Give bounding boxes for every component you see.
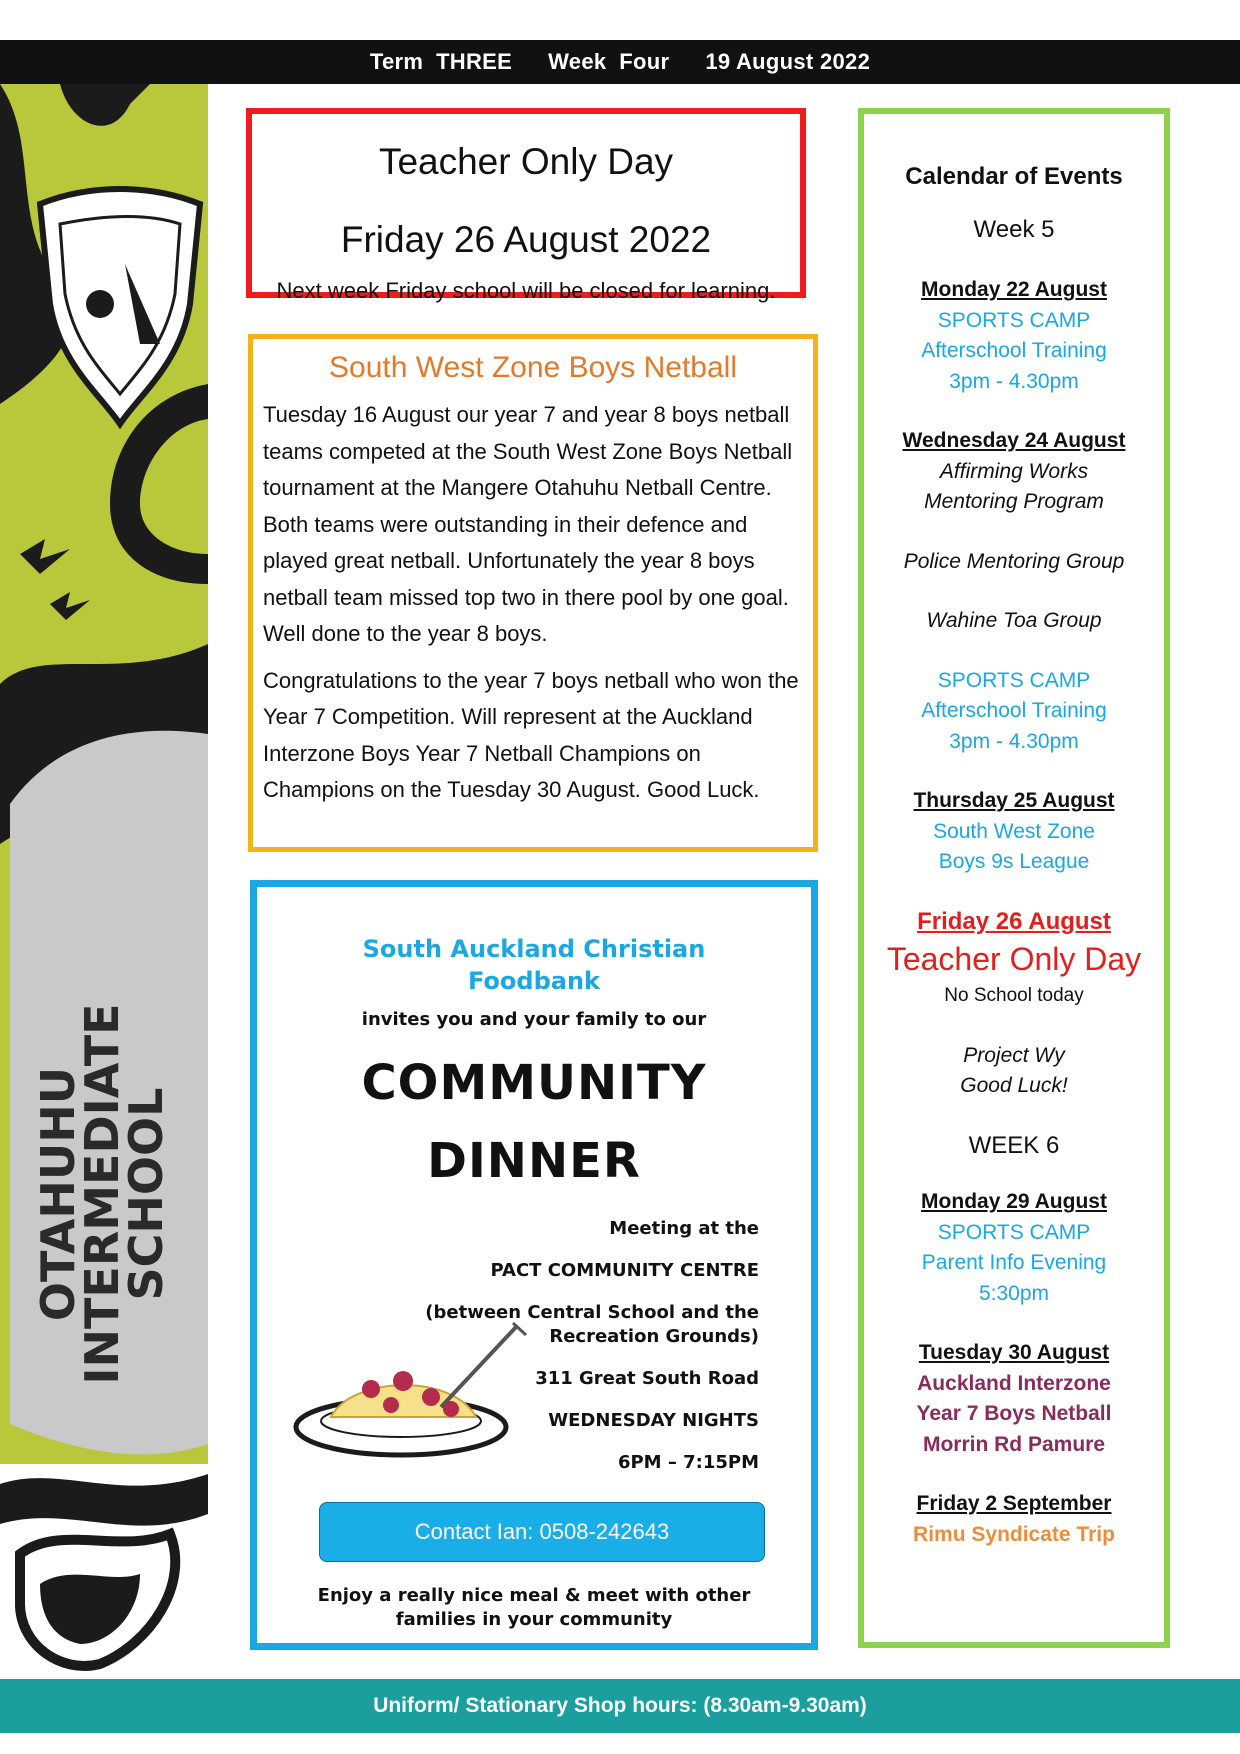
foodbank-invite: invites you and your family to our bbox=[361, 1009, 707, 1030]
calendar-teacher-only-day: Teacher Only Day bbox=[886, 941, 1142, 977]
calendar-event: Morrin Rd Pamure bbox=[922, 1432, 1106, 1456]
calendar-event: Good Luck! bbox=[960, 1074, 1068, 1097]
calendar-event: Parent Info Evening bbox=[921, 1251, 1107, 1274]
school-name-line2: INTERMEDIATE bbox=[75, 1003, 129, 1385]
foodbank-location-line1: (between Central School and the bbox=[425, 1302, 759, 1323]
foodbank-venue: PACT COMMUNITY CENTRE bbox=[490, 1260, 759, 1281]
header-week: Week Four bbox=[548, 49, 670, 74]
footer-bar bbox=[0, 1679, 1240, 1733]
netball-article bbox=[248, 334, 818, 852]
calendar-event: 5:30pm bbox=[978, 1281, 1050, 1305]
foodbank-big-line2: DINNER bbox=[427, 1133, 641, 1189]
netball-title: South West Zone Boys Netball bbox=[329, 351, 737, 384]
calendar-event: Wahine Toa Group bbox=[926, 609, 1102, 632]
school-name-line3: SCHOOL bbox=[119, 1087, 173, 1301]
foodbank-location-line2: Recreation Grounds) bbox=[549, 1326, 759, 1347]
calendar-day-wed24: Wednesday 24 August bbox=[902, 429, 1126, 452]
calendar-week-6: WEEK 6 bbox=[968, 1131, 1060, 1159]
calendar-week-5: Week 5 bbox=[973, 215, 1055, 243]
foodbank-org-line1: South Auckland Christian bbox=[362, 935, 706, 963]
calendar-day-thu25: Thursday 25 August bbox=[913, 789, 1115, 812]
calendar-event: Project Wy bbox=[963, 1043, 1065, 1067]
calendar-event: 3pm - 4.30pm bbox=[949, 729, 1079, 753]
school-logo-icon bbox=[0, 84, 208, 1679]
calendar-event: 3pm - 4.30pm bbox=[949, 369, 1079, 393]
header-date: 19 August 2022 bbox=[705, 49, 871, 74]
calendar-day-mon22: Monday 22 August bbox=[921, 278, 1107, 301]
foodbank-meeting: Meeting at the bbox=[609, 1218, 759, 1239]
calendar-event: No School today bbox=[944, 985, 1084, 1006]
calendar-event: Afterschool Training bbox=[921, 339, 1107, 362]
calendar-day-fri2: Friday 2 September bbox=[916, 1492, 1112, 1515]
teacher-only-day-title: Teacher Only Day bbox=[378, 141, 674, 182]
teacher-only-day-date: Friday 26 August 2022 bbox=[340, 219, 712, 260]
school-logo-banner bbox=[0, 84, 208, 1679]
calendar-of-events bbox=[858, 108, 1170, 1648]
header-bar bbox=[0, 40, 1240, 84]
school-name-line1: OTAHUHU bbox=[31, 1066, 85, 1322]
calendar-event: Boys 9s League bbox=[938, 850, 1090, 873]
foodbank-contact: Contact Ian: 0508-242643 bbox=[319, 1502, 765, 1562]
footer-text: Uniform/ Stationary Shop hours: (8.30am-9.30am) bbox=[373, 1694, 867, 1717]
header-term: Term THREE bbox=[369, 49, 513, 74]
netball-paragraph-2: Congratulations to the year 7 boys netball who won the Year 7 Competition. Will represent at the Auckland Interzone Boys Year 7 Netball Champions on Champions on the Tuesday 30 August. Good Luck. bbox=[263, 667, 799, 802]
foodbank-time: 6PM – 7:15PM bbox=[617, 1452, 759, 1473]
foodbank-flyer bbox=[250, 880, 818, 1650]
calendar-event: Auckland Interzone bbox=[917, 1371, 1111, 1395]
calendar-day-mon29: Monday 29 August bbox=[921, 1190, 1107, 1213]
foodbank-footer bbox=[257, 1584, 811, 1632]
calendar-event: SPORTS CAMP bbox=[937, 1220, 1091, 1244]
foodbank-address: 311 Great South Road bbox=[535, 1368, 759, 1389]
teacher-only-day-note: Next week Friday school will be closed for learning. bbox=[276, 278, 776, 303]
netball-paragraph-1: Tuesday 16 August our year 7 and year 8 boys netball teams competed at the South West Zone Boys Netball tournament at the Mangere Otahuhu Netball Centre. Both teams were outstanding in their defence and played great netball. Unfortunately the year 8 boys netball team missed top two in there pool by one goal. Well done to the year 8 boys. bbox=[263, 402, 793, 646]
foodbank-footer-line1: Enjoy a really nice meal & meet with other bbox=[317, 1585, 751, 1606]
calendar-event: Afterschool Training bbox=[921, 699, 1107, 722]
calendar-event: Police Mentoring Group bbox=[903, 549, 1125, 573]
calendar-event: Mentoring Program bbox=[924, 490, 1104, 513]
calendar-event: South West Zone bbox=[933, 819, 1095, 843]
calendar-day-tue30: Tuesday 30 August bbox=[918, 1341, 1110, 1364]
spaghetti-plate-icon bbox=[291, 1317, 541, 1467]
calendar-event: Year 7 Boys Netball bbox=[916, 1402, 1112, 1425]
foodbank-org-line2: Foodbank bbox=[468, 967, 600, 995]
calendar-event: SPORTS CAMP bbox=[937, 308, 1091, 332]
calendar-title: Calendar of Events bbox=[905, 163, 1123, 190]
calendar-event: Affirming Works bbox=[939, 459, 1089, 483]
foodbank-footer-line2: families in your community bbox=[395, 1609, 673, 1630]
teacher-only-day-box bbox=[246, 108, 806, 303]
foodbank-big-line1: COMMUNITY bbox=[361, 1055, 707, 1111]
foodbank-day: WEDNESDAY NIGHTS bbox=[548, 1410, 759, 1431]
calendar-event: Rimu Syndicate Trip bbox=[913, 1522, 1115, 1546]
calendar-day-fri26: Friday 26 August bbox=[917, 907, 1111, 935]
calendar-event: SPORTS CAMP bbox=[937, 668, 1091, 692]
